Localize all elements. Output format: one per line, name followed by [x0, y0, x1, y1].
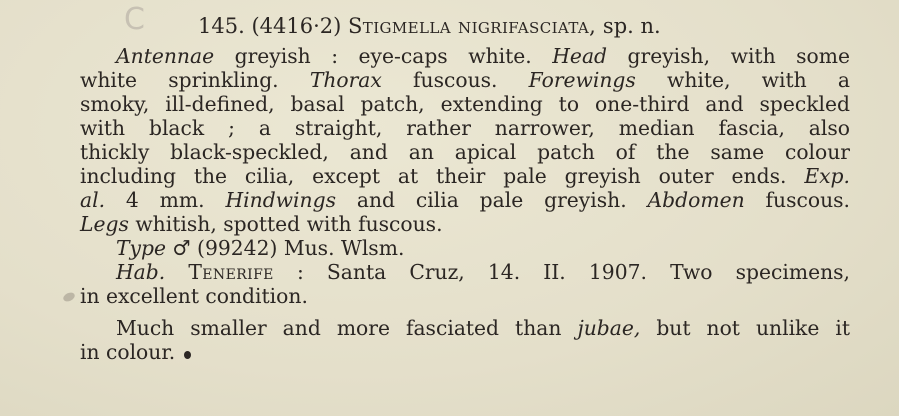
- text-run: greyish : eye-caps white.: [214, 44, 553, 68]
- text-run: and cilia pale greyish.: [336, 188, 648, 212]
- text-line: [80, 260, 850, 284]
- italic-term: Head: [552, 44, 608, 68]
- museum-number: (4416·2): [251, 14, 342, 38]
- italic-term: Hindwings: [225, 188, 336, 212]
- italic-term: Type: [116, 236, 166, 260]
- text-line: [80, 68, 850, 92]
- text-run: smoky, ill-defined, basal patch, extending to one-third and speckled: [80, 92, 850, 116]
- italic-term: Abdomen: [647, 188, 745, 212]
- italic-term: jubae,: [577, 316, 641, 340]
- text-line: [80, 340, 850, 364]
- text-line: [80, 44, 850, 68]
- text-run: 4 mm.: [105, 188, 226, 212]
- text-line: [80, 164, 850, 188]
- text-run: in excellent condition.: [80, 284, 308, 308]
- italic-term: Thorax: [309, 68, 382, 92]
- text-run: but not unlike it: [640, 316, 850, 340]
- pencil-annotation: C: [124, 2, 147, 37]
- species-status: sp. n.: [602, 14, 661, 38]
- entry-header: [124, 2, 870, 40]
- text-run: white, with a: [635, 68, 851, 92]
- text-line: [80, 188, 850, 212]
- text-line: [80, 116, 850, 140]
- text-run: : Santa Cruz, 14. II. 1907. Two specimens,: [273, 260, 851, 284]
- text-run: Much smaller and more fasciated than: [116, 316, 578, 340]
- remarks-paragraph: [80, 316, 850, 364]
- text-line: [80, 212, 850, 236]
- text-run: thickly black-speckled, and an apical patch of the same colour: [80, 140, 850, 164]
- text-run: with black ; a straight, rather narrower, median fascia, also: [80, 116, 850, 140]
- entry-number: 145.: [198, 14, 245, 38]
- italic-term: Forewings: [528, 68, 636, 92]
- italic-term: Hab.: [116, 260, 166, 284]
- text-run: [165, 260, 188, 284]
- species-name: Stigmella nigrifasciata,: [348, 14, 597, 38]
- italic-term: Antennae: [116, 44, 215, 68]
- text-run: fuscous.: [744, 188, 850, 212]
- locality-name: Tenerife: [188, 260, 274, 284]
- text-line: [80, 316, 850, 340]
- text-run: fuscous.: [381, 68, 529, 92]
- species-description-body: [80, 44, 850, 364]
- type-line: [80, 236, 850, 260]
- ink-smudge: [62, 291, 76, 303]
- italic-term: al.: [80, 188, 106, 212]
- text-line: [80, 92, 850, 116]
- text-line: [80, 284, 850, 308]
- text-run: whitish, spotted with fuscous.: [128, 212, 443, 236]
- text-run: in colour.: [80, 340, 176, 364]
- habitat-paragraph: [80, 260, 850, 308]
- text-run: ♂ (99242) Mus. Wlsm.: [165, 236, 405, 260]
- text-run: white sprinkling.: [80, 68, 310, 92]
- text-line: [80, 140, 850, 164]
- italic-term: Legs: [80, 212, 129, 236]
- text-run: including the cilia, except at their pale greyish outer ends.: [80, 164, 805, 188]
- italic-term: Exp.: [804, 164, 850, 188]
- description-paragraph: [80, 44, 850, 236]
- ink-blot: [184, 351, 191, 359]
- text-run: greyish, with some: [607, 44, 851, 68]
